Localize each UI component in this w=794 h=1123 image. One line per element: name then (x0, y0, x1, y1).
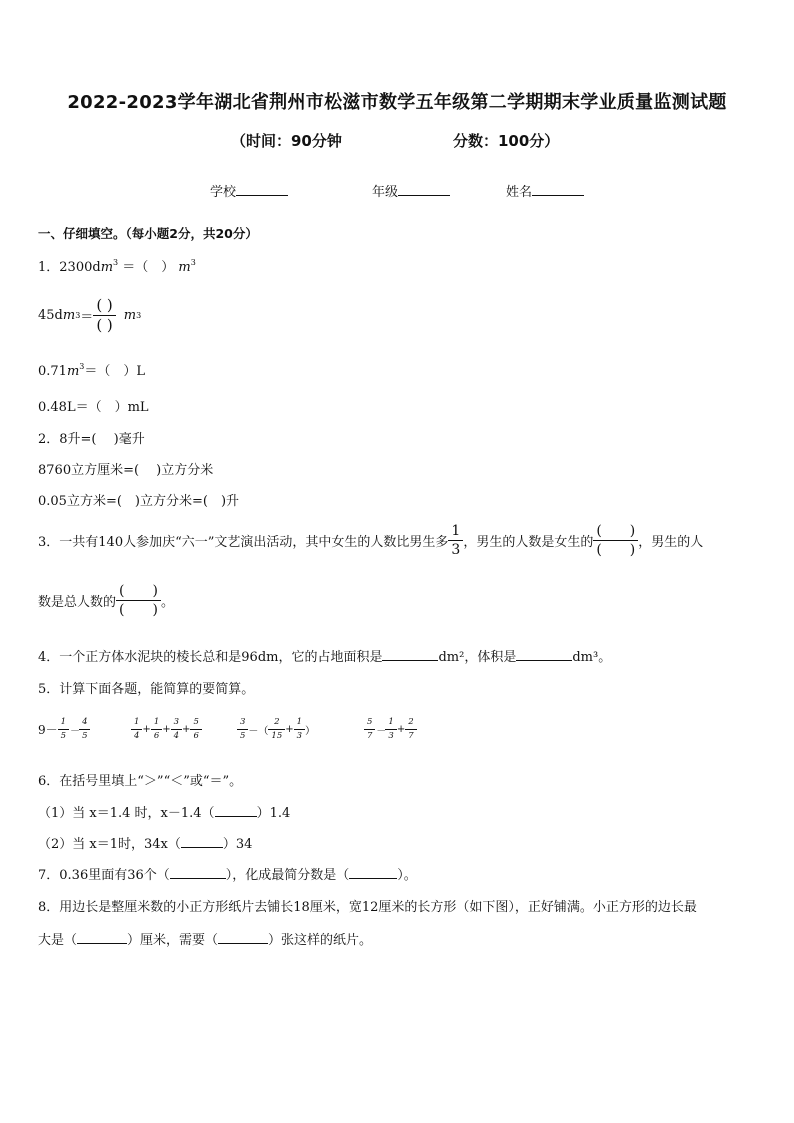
operator: － (375, 725, 386, 737)
numerator-blank[interactable]: ( ) (596, 523, 636, 539)
fraction (151, 718, 162, 740)
q8-text-1: 大是（ (38, 933, 78, 948)
one-third-fraction (448, 524, 463, 557)
name-field (506, 181, 584, 200)
unit-m: m (100, 260, 114, 275)
numerator: 1 (451, 523, 461, 539)
fraction (190, 718, 201, 740)
fraction (79, 718, 90, 740)
q4-text-2: dm²，体积是 (438, 650, 517, 665)
denominator: 3 (294, 729, 305, 741)
q6-part1-text: （1）当 x＝1.4 时，x－1.4（ (38, 806, 215, 821)
q6-part2-text: （2）当 x＝1时，34x（ (38, 837, 181, 852)
q1-line3-rest: ＝（ ）L (84, 364, 146, 379)
compare-blank-2[interactable] (181, 835, 223, 848)
numerator: 2 (274, 717, 280, 727)
denominator-blank[interactable]: ( ) (116, 600, 161, 617)
q6-part1-rest: ）1.4 (256, 806, 291, 821)
denominator-blank[interactable]: ( ) (93, 315, 115, 333)
q8-line2 (38, 929, 372, 948)
q4-line (38, 646, 611, 665)
school-field (210, 181, 288, 200)
count-blank[interactable] (170, 866, 226, 879)
denominator-blank[interactable]: ( ) (593, 540, 638, 557)
unit-m: m (123, 308, 137, 323)
numerator-blank[interactable]: ( ) (96, 296, 113, 314)
school-blank[interactable] (236, 182, 288, 196)
denominator: 7 (405, 729, 416, 741)
operator: + (285, 723, 294, 735)
q3-text-3: ，男生的人 (638, 535, 704, 550)
numerator: 3 (173, 717, 180, 727)
q5-expr-2 (131, 718, 202, 740)
name-label: 姓名 (506, 185, 533, 200)
page-title: 2022-2023学年湖北省荆州市松滋市数学五年级第二学期期末学业质量监测试题 (67, 92, 727, 113)
numerator: 1 (296, 717, 303, 727)
fraction (385, 718, 396, 740)
cube-sup: 3 (79, 362, 85, 371)
q5-expr-1 (38, 718, 90, 740)
exam-score: 分数：100分） (453, 132, 560, 150)
q1-line3 (38, 360, 145, 379)
school-label: 学校 (210, 185, 237, 200)
operator: + (162, 723, 171, 735)
denominator: 4 (131, 729, 142, 741)
cube-sup: 3 (113, 258, 119, 267)
answer-fraction[interactable] (593, 524, 638, 557)
unit-m: m (178, 260, 191, 275)
denominator: 5 (58, 729, 69, 741)
q3-line2 (38, 584, 174, 617)
cube-sup: 3 (190, 258, 196, 267)
operator: － (69, 725, 80, 737)
grade-field (372, 181, 450, 200)
exam-time: （时间：90分钟 (231, 132, 342, 150)
fraction (58, 718, 69, 740)
fraction (268, 718, 285, 740)
q3-text-5: 。 (160, 595, 174, 610)
operator: ） (305, 725, 316, 737)
fraction (171, 718, 182, 740)
cube-sup: 3 (75, 311, 81, 320)
q4-text-1: 4．一个正方体水泥块的棱长总和是96dm，它的占地面积是 (38, 650, 383, 665)
operator: + (396, 723, 406, 735)
unit-m: m (66, 364, 80, 379)
q8-text-3: ）张这样的纸片。 (268, 933, 373, 948)
numerator: 1 (134, 717, 140, 727)
operator: + (142, 723, 151, 735)
unit-m: m (62, 308, 76, 323)
section-heading: 一、仔细填空。（每小题2分，共20分） (38, 226, 258, 241)
fraction (131, 718, 142, 740)
q3-line1 (38, 524, 703, 557)
denominator: 3 (385, 729, 396, 741)
operator: －（ (248, 725, 269, 737)
q1-line2 (38, 298, 141, 333)
denominator: 6 (190, 729, 201, 741)
q5-line: 5．计算下面各题，能简算的要简算。 (38, 682, 255, 697)
q1-line1 (38, 256, 196, 275)
q2-line3: 0.05立方米=( )立方分米=( )升 (38, 494, 240, 509)
q7-text-1: 7．0.36里面有36个（ (38, 868, 170, 883)
expr-text: 9－ (38, 722, 58, 737)
denominator: 15 (268, 729, 285, 741)
q8-text-2: ）厘米，需要（ (127, 933, 219, 948)
q2-line1: 2．8升=( )毫升 (38, 432, 145, 447)
q7-text-2: ），化成最简分数是（ (225, 868, 350, 883)
denominator: 7 (364, 729, 375, 741)
q6-part2-rest: ）34 (222, 837, 253, 852)
equals-sign: ＝ (80, 310, 94, 325)
q1-line1-text: 1．2300d (38, 260, 101, 275)
q5-expr-3 (237, 718, 315, 740)
denominator: 4 (171, 729, 182, 741)
q1-line2-text: 45d (38, 308, 63, 323)
grade-label: 年级 (372, 185, 399, 200)
fraction (364, 718, 375, 740)
q5-expr-4 (364, 718, 417, 740)
q2-line2: 8760立方厘米=( )立方分米 (38, 463, 214, 478)
denominator: 5 (79, 729, 90, 741)
denominator: 6 (151, 729, 162, 741)
fraction-blank[interactable] (349, 866, 397, 879)
q6-part2 (38, 833, 252, 852)
numerator: 3 (240, 717, 246, 727)
name-blank[interactable] (532, 182, 584, 196)
denominator: 3 (448, 540, 463, 557)
q1-line4: 0.48L＝（ ）mL (38, 400, 149, 415)
q8-line1: 8．用边长是整厘米数的小正方形纸片去铺长18厘米，宽12厘米的长方形（如下图），正好铺满。小正方形的边长最 (38, 900, 697, 915)
numerator: 5 (193, 717, 199, 727)
q3-text-2: ，男生的人数是女生的 (463, 535, 594, 550)
numerator: 5 (367, 717, 373, 727)
answer-fraction[interactable] (93, 298, 115, 333)
q3-text-4: 数是总人数的 (38, 595, 117, 610)
operator: + (182, 723, 191, 735)
q7-line (38, 864, 417, 883)
fraction (294, 718, 305, 740)
compare-blank-1[interactable] (215, 804, 257, 817)
numerator: 1 (388, 717, 394, 727)
numerator: 4 (82, 717, 88, 727)
q1-line3-text: 0.71 (38, 364, 67, 379)
q4-text-3: dm³。 (572, 650, 612, 665)
q1-line1-mid: ＝（ ） (122, 260, 175, 275)
numerator: 1 (153, 717, 160, 727)
numerator-blank[interactable]: ( ) (119, 583, 158, 599)
denominator: 5 (237, 729, 248, 741)
volume-blank[interactable] (516, 648, 572, 661)
side-length-blank[interactable] (77, 931, 127, 944)
q7-text-3: ）。 (397, 868, 417, 883)
answer-fraction[interactable] (116, 584, 161, 617)
cube-sup: 3 (136, 311, 142, 320)
fraction (237, 718, 248, 740)
sheet-count-blank[interactable] (218, 931, 268, 944)
area-blank[interactable] (382, 648, 438, 661)
q3-text-1: 3．一共有140人参加庆“六一”文艺演出活动，其中女生的人数比男生多 (38, 535, 449, 550)
numerator: 2 (408, 717, 414, 727)
q6-part1 (38, 802, 290, 821)
grade-blank[interactable] (398, 182, 450, 196)
numerator: 1 (60, 717, 67, 727)
fraction (405, 718, 416, 740)
q6-line: 6．在括号里填上“＞”“＜”或“＝”。 (38, 774, 243, 789)
